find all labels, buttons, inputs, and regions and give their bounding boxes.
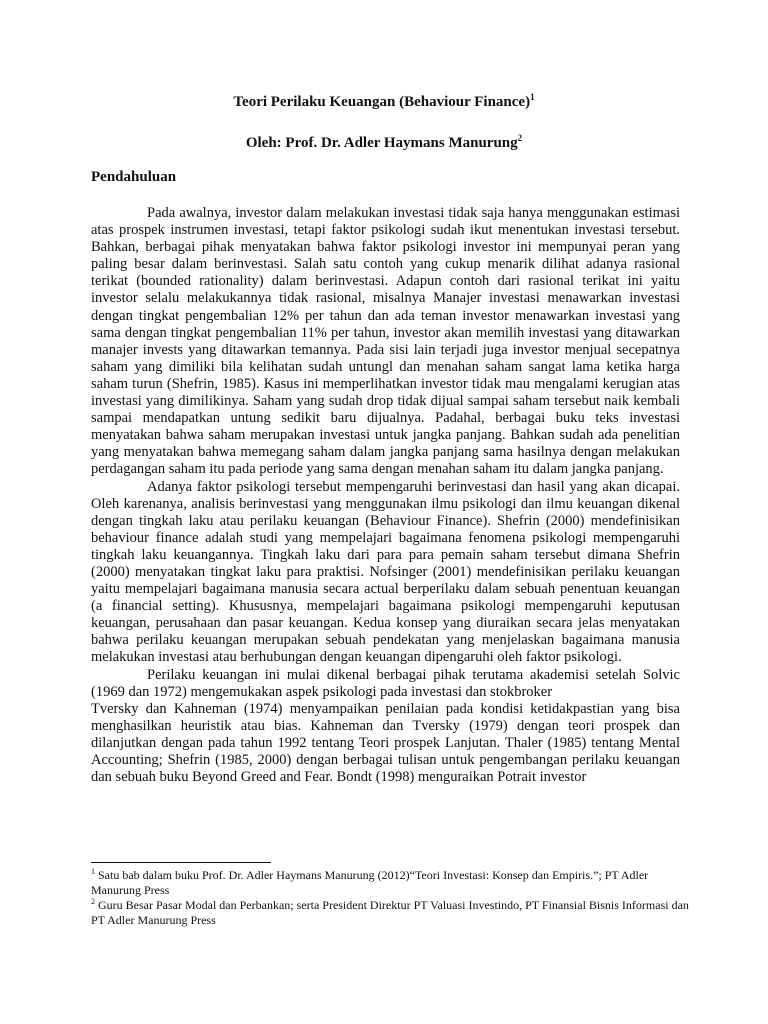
title-text: Teori Perilaku Keuangan (Behaviour Finance) <box>233 94 531 110</box>
body-text <box>91 205 680 786</box>
footnote-1-mark: 1 <box>91 867 95 876</box>
paragraph-1: Pada awalnya, investor dalam melakukan investasi tidak saja hanya menggunakan estimasi atas prospek instrumen investasi, tetapi faktor psikologi sudah ikut menentukan investasi tersebut. Bahkan, berbagai pihak menyatakan bahwa faktor psikologi investor ini mempunyai peran yang paling besar dalam berinvestasi. Salah satu contoh yang cukup menarik dilihat adanya rasional terikat (bounded rationality) dalam berinvestasi. Adapun contoh dari rasional terikat ini yaitu investor selalu melakukannya tidak rasional, misalnya Manajer investasi menawarkan investasi dengan tingkat pengembalian 12% per tahun dan ada teman investor menawarkan investasi yang sama dengan tingkat pengembalian 11% per tahun, investor akan memilih investasi yang ditawarkan manajer invests yang ditawarkan temannya. Pada sisi lain terjadi juga investor menjual secepatnya saham yang dimiliki bila kelihatan sudah untungl dan menahan saham sangat lama ketika harga saham turun (Shefrin, 1985). Kasus ini memperlihatkan investor tidak mau mengalami kerugian atas investasi yang dimilikinya. Saham yang sudah drop tidak dijual sampai saham tersebut naik kembali sampai mendapatkan untung sedikit baru dijualnya. Padahal, berbagai buku teks investasi menyatakan bahwa saham merupakan investasi untuk jangka panjang. Bahkan sudah ada penelitian yang menyatakan bahwa memegang saham dalam jangka panjang sama hasilnya dengan melakukan perdagangan saham itu pada periode yang sama dengan menahan saham itu dalam jangka panjang. <box>91 205 680 478</box>
author-text: Oleh: Prof. Dr. Adler Haymans Manurung <box>245 135 518 151</box>
footnote-2-mark: 2 <box>91 897 95 906</box>
author-line <box>0 134 768 152</box>
paragraph-4: Tversky dan Kahneman (1974) menyampaikan penilaian pada kondisi ketidakpastian yang bisa menghasilkan heuristik atau bias. Kahneman dan Tversky (1979) dengan teori prospek dan dilanjutkan dengan pada tahun 1992 tentang Teori prospek Lanjutan. Thaler (1985) tentang Mental Accounting; Shefrin (1985, 2000) dengan berbagai tulisan untuk pengembangan perilaku keuangan dan sebuah buku Beyond Greed and Fear. Bondt (1998) menguraikan Potrait investor <box>91 700 680 786</box>
paragraph-3: Perilaku keuangan ini mulai dikenal berbagai pihak terutama akademisi setelah Solvic (1969 dan 1972) mengemukakan aspek psikologi pada investasi dan stokbroker <box>91 666 680 700</box>
footnotes <box>91 868 691 928</box>
footnote-2-text: Guru Besar Pasar Modal dan Perbankan; serta President Direktur PT Valuasi Investindo, PT Finansial Bisnis Informasi dan PT Adler Manurung Press <box>91 898 689 927</box>
author-footnote-mark: 2 <box>517 133 523 143</box>
footnote-1 <box>91 868 691 898</box>
footnote-1-text: Satu bab dalam buku Prof. Dr. Adler Haymans Manurung (2012)“Teori Investasi: Konsep dan Empiris.”; PT Adler Manurung Press <box>91 868 649 897</box>
title-footnote-mark: 1 <box>530 92 535 102</box>
document-title <box>0 93 768 111</box>
footnote-2 <box>91 898 691 928</box>
section-heading: Pendahuluan <box>91 169 177 185</box>
paragraph-2: Adanya faktor psikologi tersebut mempengaruhi berinvestasi dan hasil yang akan dicapai. Oleh karenanya, analisis berinvestasi yang menggunakan ilmu psikologi dan ilmu keuangan dikenal dengan tingkah laku atau perilaku keuangan (Behaviour Finance). Shefrin (2000) mendefinisikan behaviour finance adalah studi yang mempelajari bagaimana fenomena psikologi mempengaruhi tingkah laku keuangannya. Tingkah laku dari para para pemain saham tersebut dimana Shefrin (2000) menyatakan tingkat laku para praktisi. Nofsinger (2001) mendefinisikan perilaku keuangan yaitu mempelajari bagaimana manusia secara actual berperilaku dalam sebuah penentuan keuangan (a financial setting). Khususnya, mempelajari bagaimana psikologi mempengaruhi keputusan keuangan, perusahaan dan pasar keuangan. Kedua konsep yang diuraikan secara jelas menyatakan bahwa perilaku keuangan merupakan sebuah pendekatan yang menjelaskan bagaimana manusia melakukan investasi atau berhubungan dengan keuangan dipengaruhi oleh faktor psikologi. <box>91 478 680 666</box>
footnote-divider <box>91 862 271 863</box>
